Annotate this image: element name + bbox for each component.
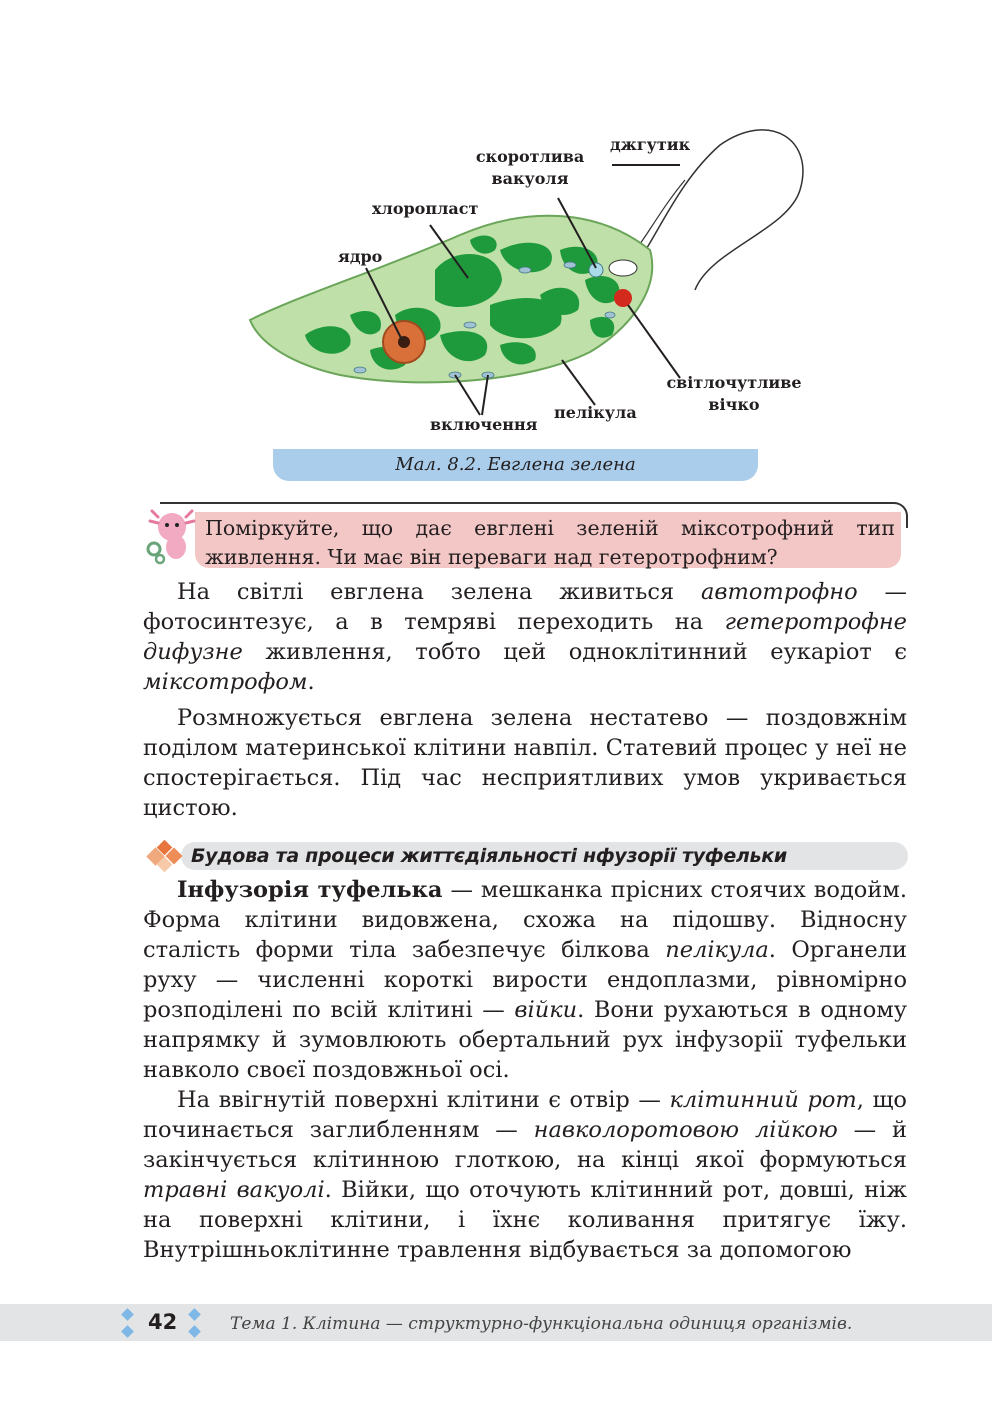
think-question: Поміркуйте, що дає евглені зеленій міксотрофний тип живлення. Чи має він переваги над гетеротрофним? xyxy=(205,516,895,569)
paragraph-1 xyxy=(143,577,907,697)
p3-text-d: . Органели руху — численні короткі вирости ендоплазми, рівномірно розподілені по всій клітині — xyxy=(143,937,907,1023)
term-heterotrophic: гетеротрофне дифузне xyxy=(143,609,907,665)
term-peristome: навколоротовою лійкою xyxy=(533,1117,838,1143)
figure-caption: Мал. 8.2. Евглена зелена xyxy=(273,449,758,481)
eyespot-shape xyxy=(614,289,632,307)
paragraph-3 xyxy=(143,875,907,1085)
label-contractile-vacuole: скоротлива вакуоля xyxy=(475,147,585,188)
term-cell-mouth: клітинний рот xyxy=(669,1087,857,1113)
p2-text: Розмножується евглена зелена нестатево — поздовжнім поділом материнської клітини навпіл. Статевий процес у неї не спостерігається. Під час несприятливих умов укривається цистою. xyxy=(143,705,907,821)
label-chloroplast: хлоропласт xyxy=(372,199,479,218)
paragraph-2 xyxy=(143,703,907,823)
term-mixotroph: міксотрофом xyxy=(143,669,308,695)
label-flagellum: джгутик xyxy=(610,135,691,154)
axolotl-icon xyxy=(140,505,200,567)
p4-text-g: . Війки, що оточують клітинний рот, довші, ніж на поверхні клітини, і їхнє коливання притягує їжу. Внутрішньоклітинне травлення відбувається за допомогою xyxy=(143,1177,908,1263)
page-footer xyxy=(0,1304,992,1341)
diamond-bullet-icon xyxy=(143,840,185,872)
p1-text-a: На світлі евглена зелена живиться xyxy=(177,579,701,605)
footer-diamond-icon xyxy=(121,1325,134,1338)
p1-text-c: — фотосинтезує, а в темряві переходить на xyxy=(143,579,907,635)
p3-text-f: . Вони рухаються в одному напрямку й зумовлюють обертальний рух інфузорії туфельки навколо своєї поздовжньої осі. xyxy=(143,997,907,1083)
section-title: Будова та процеси життєдіяльності нфузорії туфельки xyxy=(191,845,787,867)
euglena-figure xyxy=(240,120,820,460)
term-autotrophic: автотрофно xyxy=(700,579,858,605)
footer-topic: Тема 1. Клітина — структурно-функціональна одиниця організмів. xyxy=(230,1314,853,1334)
footer-diamond-icon xyxy=(188,1325,201,1338)
p4-text-c: , що починається заглибленням — xyxy=(143,1087,907,1143)
page-number: 42 xyxy=(148,1310,178,1334)
p3-text-b: — мешканка прісних стоячих водойм. Форма клітини видовжена, схожа на підошву. Відносну сталість форми тіла забезпечує білкова xyxy=(143,877,907,963)
label-inclusions: включення xyxy=(430,415,538,434)
term-paramecium: Інфузорія туфелька xyxy=(177,877,443,903)
label-nucleus: ядро xyxy=(338,247,383,266)
term-cilia: війки xyxy=(514,997,578,1023)
footer-diamond-icon xyxy=(188,1308,201,1321)
p4-text-a: На ввігнутій поверхні клітини є отвір — xyxy=(177,1087,670,1113)
vacuole-shape xyxy=(589,263,603,277)
label-pellicle: пелікула xyxy=(554,403,637,422)
label-eyespot: світлочутливе вічко xyxy=(666,373,802,414)
term-pellicle: пелікула xyxy=(665,937,769,963)
p4-text-e: — й закінчується клітинною глоткою, на кінці якої формуються xyxy=(143,1117,907,1173)
section-heading xyxy=(143,840,908,870)
p1-text-e: живлення, тобто цей одноклітинний еукаріот є xyxy=(242,639,907,665)
footer-diamond-icon xyxy=(121,1308,134,1321)
term-food-vacuoles: травні вакуолі xyxy=(143,1177,325,1203)
paragraph-4 xyxy=(143,1085,907,1265)
p1-text-g: . xyxy=(307,669,315,695)
